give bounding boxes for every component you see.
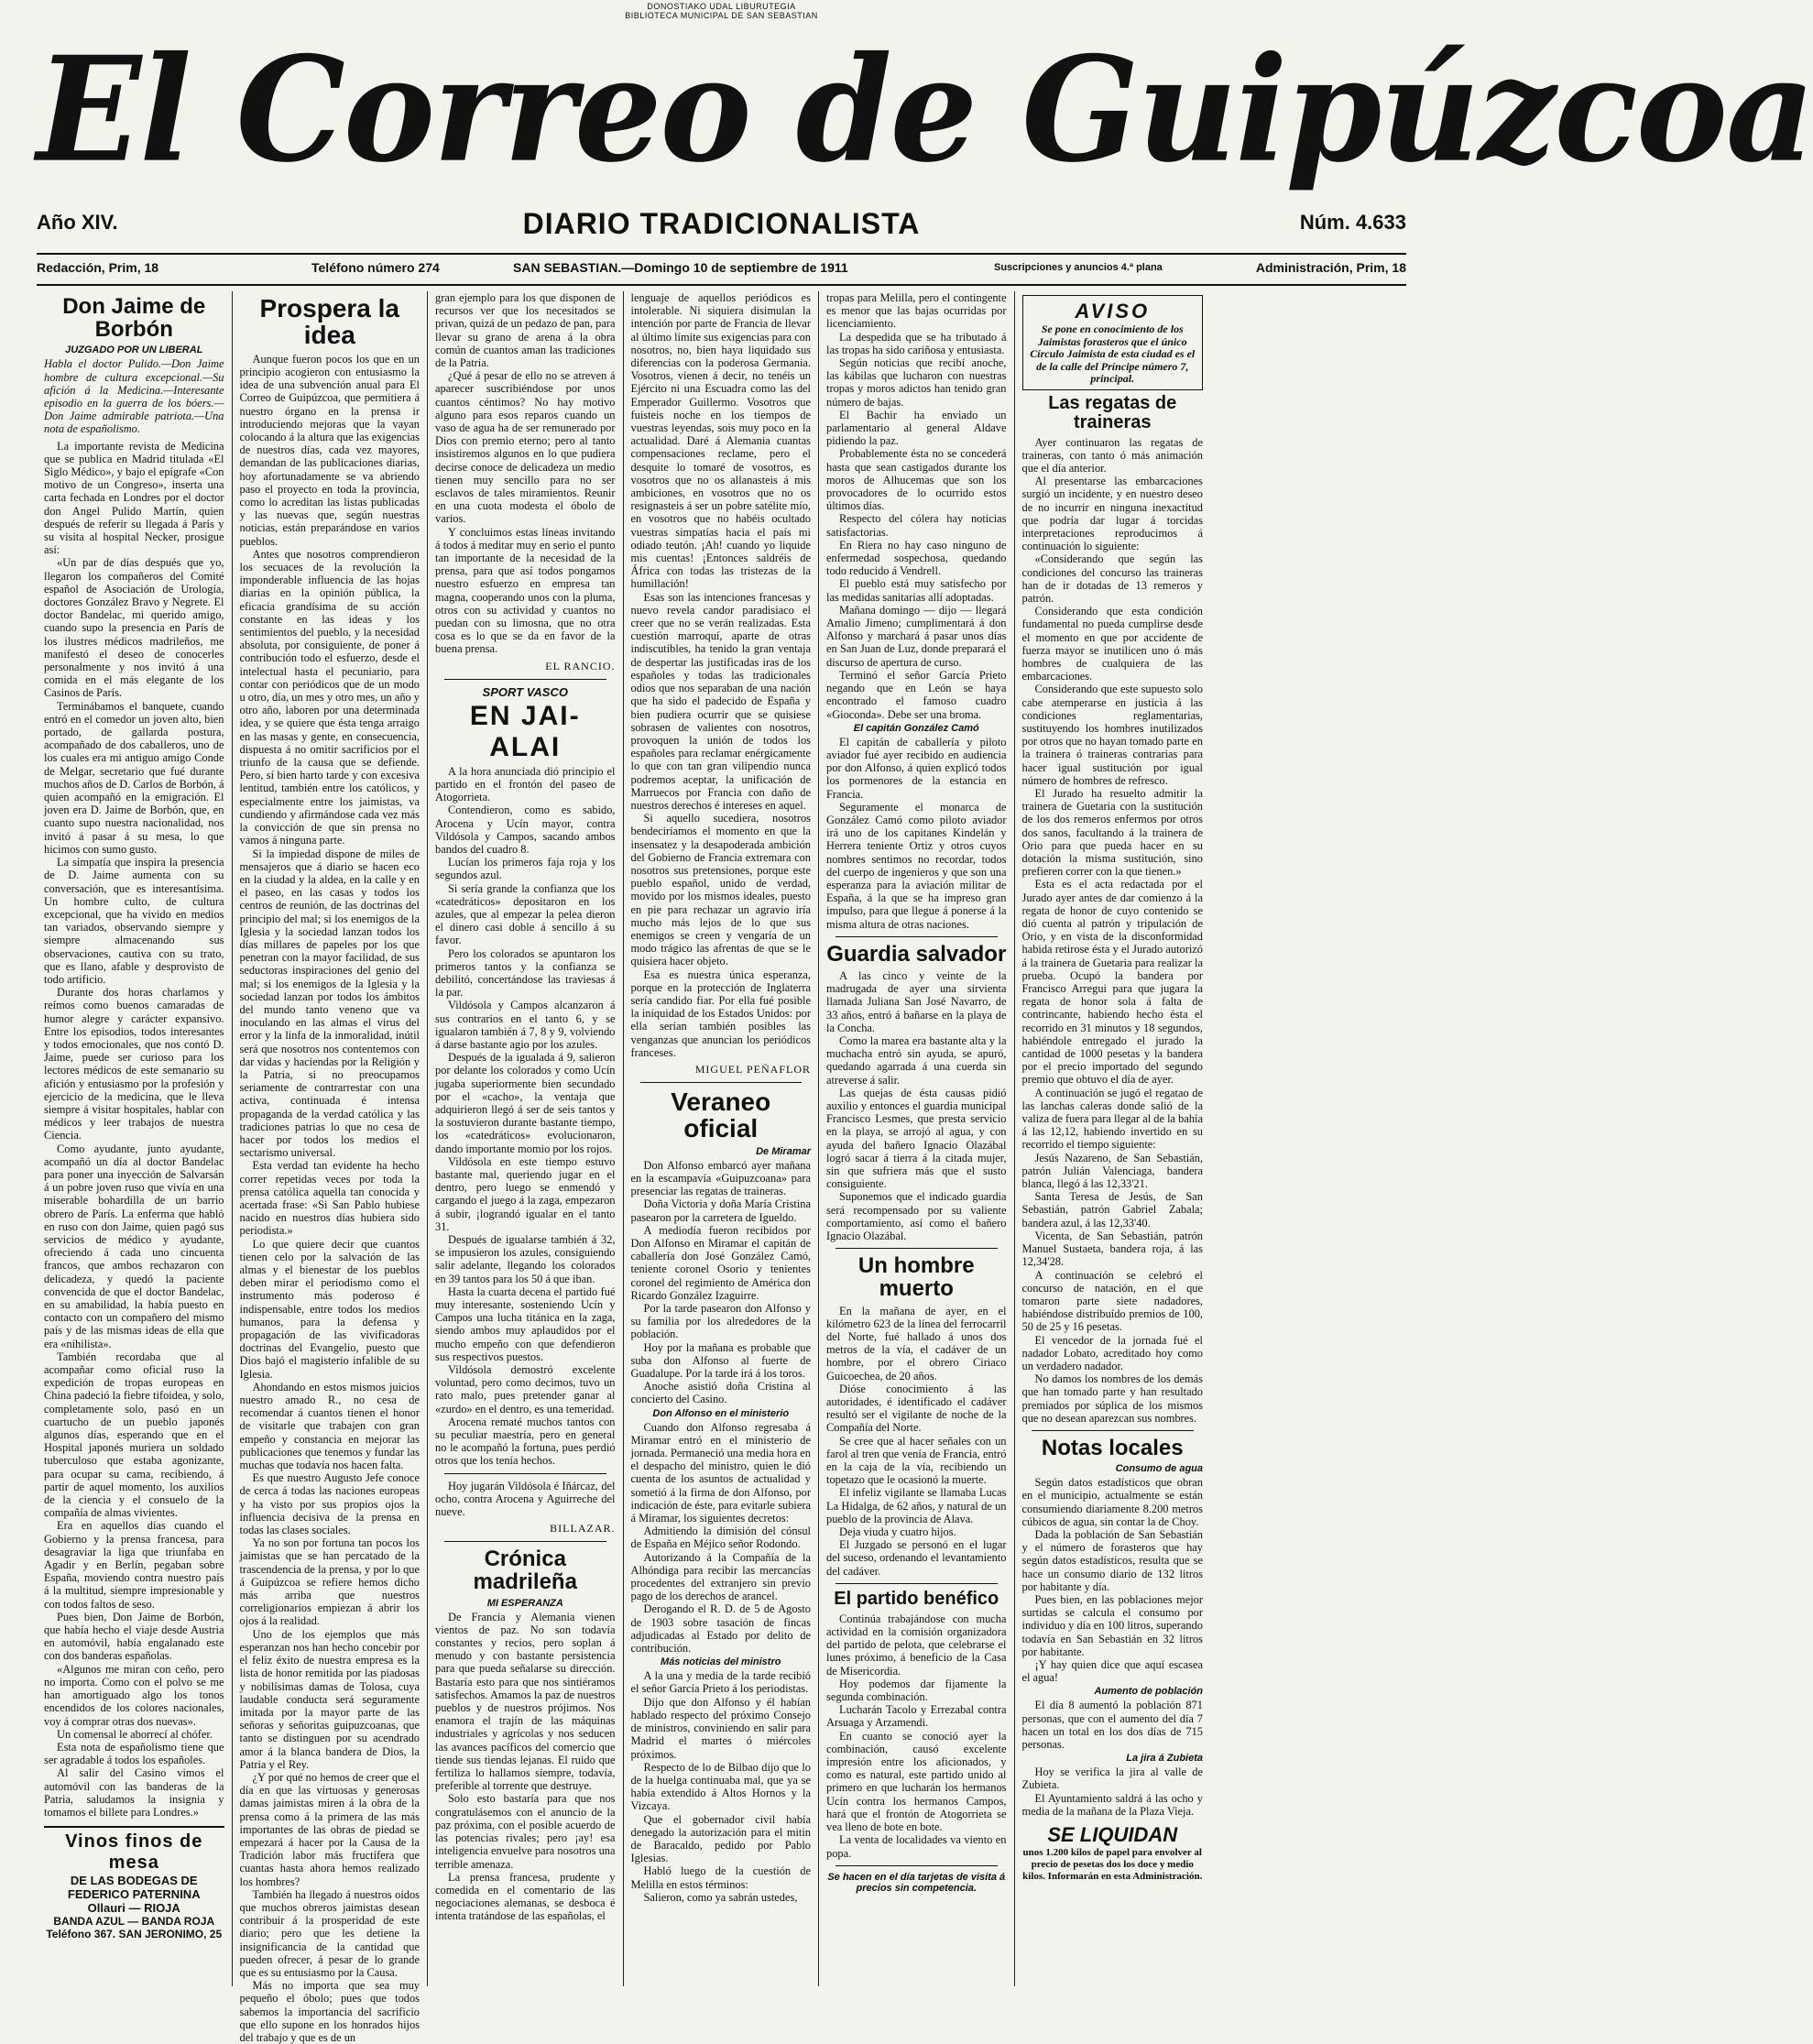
paragraph: Santa Teresa de Jesús, de San Sebastián, patrón Gabriel Zabala; bandera azul, á las 12,33'40. <box>1021 1190 1203 1230</box>
paragraph: Esas son las intenciones francesas y nuevo revela candor paradisiaco el creer que no se verán realizadas. Esta cuestión marroquí, aparte de otras indiscutibles, ha tenido la gran ventaja de despertar las justificadas iras de los españoles y todas las tradicionales odios que nos separaban de una nación que ha sido el padecido de España y bien pudiera ocurrir que se quisiese sobrasen de valientes con nosotros, provoquen la unión de todos los españoles para reclamar enérgicamente lo que con tan gran vilipendio nunca podremos aceptar, la unificación de Marruecos por Francia con daño de nuestros derechos é intereses en aquel. <box>630 590 811 812</box>
kicker-consumo-agua: Consumo de agua <box>1115 1463 1203 1475</box>
paragraph: Vicenta, de San Sebastián, patrón Manuel Sustaeta, bandera roja, á las 12,34'28. <box>1021 1229 1203 1269</box>
wine-advertisement <box>44 1826 224 1940</box>
paragraph: Si sería grande la confianza que los «catedráticos» depositaron en los azules, que al empezar la pelea dieron el dinero casi doble á sencillo á su favor. <box>435 881 616 947</box>
headline-don-jaime: Don Jaime de Borbón <box>62 294 206 343</box>
signature-penaflor: MIGUEL PEÑAFLOR <box>694 1062 811 1076</box>
top-rule <box>37 253 1406 255</box>
paragraph: Lucharán Tacolo y Errezabal contra Arsuaga y Arzamendi. <box>826 1703 1007 1730</box>
liquidan-text: unos 1.200 kilos de papel para envolver al precio de pesetas dos los doce y medio kilos. Informarán en esta Administración. <box>1022 1847 1203 1882</box>
redaccion-address: Redacción, Prim, 18 <box>37 260 159 275</box>
paragraph: Si aquello sucediera, nosotros bendeciríamos el momento en que la insensatez y la desapoderada ambición del Gobierno de Francia extremara con nosotros sus pretensiones, porque este pueblo español, unido de verdad, movido por los mismos ideales, puesto en pie para rechazar un agravio iría mucho más lejos de lo que sus enemigos se creen y vengaría de un modo trágico las afrentas de que se le quisiera hacer objeto. <box>630 812 811 968</box>
paragraph: El Ayuntamiento saldrá á las ocho y media de la mañana de la Plaza Vieja. <box>1021 1791 1203 1818</box>
divider <box>444 1541 606 1542</box>
info-rule <box>37 284 1406 286</box>
paragraph: Pues bien, Don Jaime de Borbón, que había hecho el viaje desde Austria en automóvil, había engalanado este con dos banderas españolas. <box>44 1610 224 1663</box>
divider <box>836 1248 998 1249</box>
newspaper-title: El Correo de Guipúzcoa <box>37 25 1813 195</box>
aviso-text: Se pone en conocimiento de los Jaimistas forasteros que el único Círculo Jaimista de esta ciudad es el de la calle del Príncipe número 7, principal. <box>1030 322 1196 385</box>
paragraph: Durante dos horas charlamos y reímos como buenos camaradas de humor alegre y carácter expansivo. Entre los episodios, todos interesantes y todos emocionales, que nos contó D. Jaime, puede ser curioso para los lectores médicos de este semanario su afición y entusiasmo por la profesión y ejercicio de la medicina, que le lleva siempre á visitar hospitales, hablar con médicos y leer trabajos de nuestra Ciencia. <box>44 986 224 1142</box>
paragraph: Hoy podemos dar fijamente la segunda combinación. <box>826 1677 1007 1704</box>
stamp-line-1: DONOSTIAKO UDAL LIBURUTEGIA <box>647 2 796 11</box>
paragraph: Respecto de lo de Bilbao dijo que lo de la huelga continuaba mal, que ya se había extendido á Altos Hornos y la Vizcaya. <box>630 1760 811 1813</box>
paragraph: Que el gobernador civil había denegado la autorización para el mitin de Baracaldo, pedido por Pablo Iglesias. <box>630 1812 811 1865</box>
kicker-de-miramar: De Miramar <box>756 1145 811 1157</box>
kicker-capitan: El capitán González Camó <box>853 722 979 734</box>
paragraph: De Francia y Alemania vienen vientos de paz. No son todavía constantes y recios, pero soplan á menudo y con bastante persistencia para que pueda señalarse su dirección. Bastaría esto para que nos sintiéramos satisfechos. Amamos la paz de nuestros pueblos y de nuestros prójimos. Nos enamora el trajín de las máquinas industriales y agrícolas y nos seducen las avances pacíficos del comercio que tiende sus tiendas lejanas. El ruido que fertiliza lo hallamos siempre, todavía, preferible al torrente que destruye. <box>435 1610 616 1793</box>
paragraph: A continuación se jugó el regatao de las lanchas caleras donde salió de la valiza de fuera para llegar al de la bahía á las 12,12, habiendo invertido en su recorrido el tiempo siguiente: <box>1021 1086 1203 1152</box>
headline-hombre-muerto: Un hombre muerto <box>857 1253 975 1302</box>
paragraph: ¡Y hay quien dice que aquí escasea el agua! <box>1021 1657 1203 1685</box>
paragraph: Uno de los ejemplos que más esperanzan nos han hecho concebir por el feliz éxito de nuestra empresa es la lista de honor remitida por las piadosas y nobilísimas damas de Tolosa, cuya laudable conducta será seguramente imitada por la mayor parte de las señoras y señoritas guipuzcoanas, que tanto se distinguen por su acendrado amor á la blanca bandera de Dios, la Patria y el Rey. <box>239 1627 420 1771</box>
paragraph: Hasta la cuarta decena el partido fué muy interesante, sosteniendo Ucín y Campos una lucha titánica en la zaga, siendo ambos muy aplaudidos por el mucho empeño con que defendieron sus respectivos puestos. <box>435 1284 616 1363</box>
kicker-juzgado: JUZGADO POR UN LIBERAL <box>65 344 203 356</box>
paragraph: Terminó el señor García Prieto negando que en León se haya encontrado el famoso cuadro «Gioconda». Debe ser una broma. <box>826 668 1007 721</box>
paragraph: Habló luego de la cuestión de Melilla en estos términos: <box>630 1864 811 1891</box>
paragraph: Don Alfonso embarcó ayer mañana en la escampavía «Guipuzcoana» para presenciar las regatas de traineras. <box>630 1158 811 1198</box>
column-6 <box>1015 291 1211 1986</box>
paragraph: Al salir del Casino vimos el automóvil con las banderas de la Patria, saludamos la insignia y tomamos el billete para Londres.» <box>44 1766 224 1819</box>
paragraph: También recordaba que al acompañar como oficial ruso la expedición de tropas europeas en China padeció la fiebre tifoidea, y solo, completamente solo, pasó en un cuartucho de un pueblo japonés algunos días, esperando que en el Hospital japonés muriera un soldado tuberculoso que estaba agonizante, para ocupar su cama, recibiendo, á partir de aquel momento, los auxilios de la ciencia y el consuelo de la compañía de almas vivientes. <box>44 1350 224 1520</box>
paragraph: Hoy jugarán Vildósola é Iñárcaz, del ocho, contra Arocena y Aguirreche del nueve. <box>435 1479 616 1519</box>
paragraph: Salieron, como ya sabrán ustedes, <box>643 1890 798 1904</box>
paragraph: En la mañana de ayer, en el kilómetro 623 de la línea del ferrocarril del Norte, fué hallado á unos dos metros de la vía, el cadáver de un hombre, por el obrero Ciriaco Guicoechea, de 20 años. <box>826 1304 1007 1383</box>
column-4 <box>624 291 820 1986</box>
year-label: Año XIV. <box>37 211 118 234</box>
paragraph: Admitiendo la dimisión del cónsul de España en Méjico señor Rodondo. <box>630 1525 811 1551</box>
paragraph: Pues bien, en las poblaciones mejor surtidas se calcula el consumo por individuo y día en 100 litros, superando todavía en San Sebastián en 32 litros por habitante. <box>1021 1592 1203 1658</box>
paragraph: Como ayudante, junto ayudante, acompañó un día al doctor Bandelac para poner una inyección de Salvarsán á un pobre joven ruso que vivía en una miserable bohardilla de un barrio obrero de París. La enferma que habló en ruso con don Jaime, quien pagó sus servicios de médico y ayudante, ofreciendo á cada uno cincuenta francos, que ambos rechazaron con delicadeza, y quedó la paciente convencida de que el doctor Bandelac, en su amabilidad, la había puesto en contacto con un compañero del mismo país y de las mismas ideas de ella que era «nihilista». <box>44 1142 224 1350</box>
paragraph: Hoy por la mañana es probable que suba don Alfonso al fuerte de Guadalupe. Por la tarde irá á los toros. <box>630 1340 811 1381</box>
signature-el-rancio: EL RANCIO. <box>545 659 616 672</box>
paragraph: Vildósola y Campos alcanzaron á sus contrarios en el tanto 6, y se igualaron también á 7, 8 y 9, volviendo á darse bastante agio por los azules. <box>435 999 616 1051</box>
column-3 <box>428 291 624 1986</box>
paragraph: A continuación se celebró el concurso de natación, en el que tomaron parte siete nadadores, habiéndose distribuído premios de 100, 50 de 25 y 16 pesetas. <box>1021 1268 1203 1334</box>
paragraph: Lo que quiere decir que cuantos tienen celo por la salvación de las almas y el bienestar de los pueblos deben mirar el periodismo como el instrumento más poderoso é indispensable, entre todos los medios humanos, para la defensa y propagación de las vivificadoras doctrinas del Evangelio, puesto que Dios bajó el magisterio infalible de su Iglesia. <box>239 1237 420 1381</box>
paragraph: Contendieron, como es sabido, Arocena y Ucín mayor, contra Vildósola y Campos, sacando ambos bandos del cuadro 8. <box>435 803 616 856</box>
paragraph: Considerando que este supuesto solo cabe atemperarse en justicia á las condiciones reglamentarias, sustituyendo los hombres inutilizados por otros que no hayan tomado parte en la trainera ó traineras contrarias para hacer igual sustitución por igual número de hombres de refresco. <box>1021 683 1203 787</box>
paragraph: Como la marea era bastante alta y la muchacha entró sin ayuda, se apuró, quedando agarrada á una cuerda sin atreverse á salir. <box>826 1033 1007 1087</box>
ad-title: Vinos finos de mesa <box>65 1831 203 1874</box>
stamp-line-2: BIBLIOTECA MUNICIPAL DE SAN SEBASTIAN <box>625 11 818 20</box>
paragraph: ¿Qué á pesar de ello no se atreven á aparecer suscribiéndose por unos cuantos céntimos? No hay motivo alguno para esos reparos cuando un vaso de agua ha de ser remunerado por Dios con premio eterno; pero al tanto insistiremos algunos en lo que pudiera decirse conoce de delicadeza un medio tienen muy sencillo para no ser esclavos de tales miramientos. Reunir en una cuota modesta el óbolo de varios. <box>435 369 616 526</box>
paragraph: lenguaje de aquellos periódicos es intolerable. Ni siquiera disimulan la intención por parte de Francia de llevar al último límite sus exigencias para con nosotros, no, bien haya liquidado sus diferencias con la poderosa Germania. Vosotros, vienen á decir, no tenéis un Ejército ni una Escuadra como las del Emperador Guillermo. Vosotros que fuisteis noche en los tiempos de vuestras leyendas, sois muy poco en la actualidad. Daré á Alemania cuantas compensaciones reclame, pero el desquite lo tomaré de vosotros, es vosotros que no os allanasteis á mis ambiciones, en vosotros que no os resignasteis á ser un pobre satélite mío, en vosotros que no habéis ocultado vuestras simpatías hacia el país mi odiado teutón. ¡Ah! cuando yo liquide mis cuentas! ¡Entonces saldréis de África con todas las tristezas de la humillación! <box>630 291 811 591</box>
paragraph: Se cree que al hacer señales con un farol al tren que venía de Francia, entró en la caja de la vía, recibiendo un topetazo que le ocasionó la muerte. <box>826 1434 1007 1487</box>
columns <box>37 291 1406 2044</box>
divider <box>836 936 998 937</box>
column-5 <box>819 291 1015 1986</box>
liquidan-title: SE LIQUIDAN <box>1047 1823 1178 1846</box>
paragraph: Continúa trabajándose con mucha actividad en la comisión organizadora del partido de pelota, que celebrarse el lunes próximo, á beneficio de la Casa de Misericordia. <box>826 1612 1007 1678</box>
paragraph: Anoche asistió doña Cristina al concierto del Casino. <box>630 1380 811 1406</box>
paragraph: Esta verdad tan evidente ha hecho correr repetidas veces por toda la prensa católica aquella tan conocida y acertada frase: «Si San Pablo hubiese nacido en nuestros días hubiera sido periodista.» <box>239 1159 420 1238</box>
paragraph: Ya no son por fortuna tan pocos los jaimistas que se han percatado de la trascendencia de la prensa, y por lo que á Guipúzcoa se refiere hemos dicho más arriba que nuestros correligionarios empiezan á abrir los ojos á la realidad. <box>239 1536 420 1628</box>
kicker-jira-zubieta: La jira á Zubieta <box>1126 1753 1203 1765</box>
paragraph: La despedida que se ha tributado á las tropas ha sido cariñosa y entusiasta. <box>826 330 1007 356</box>
paragraph: Después de la igualada á 9, salieron por delante los colorados y como Ucín jugaba superiormente bien secundado por el «cacho», la ventaja que adquirieron llegó á ser de seis tantos y la sostuvieron durante bastante tiempo, los «catedráticos» evolucionaron, dando importante momio por los rojos. <box>435 1051 616 1155</box>
paragraph: En Riera no hay caso ninguno de enfermedad sospechosa, quedando todo reducido á Vendrell. <box>826 538 1007 578</box>
paragraph: Por la tarde pasearon don Alfonso y su familia por los alrededores de la población. <box>630 1302 811 1341</box>
divider <box>640 1082 803 1083</box>
paragraph: El pueblo está muy satisfecho por las medidas sanitarias allí adoptadas. <box>826 577 1007 604</box>
divider <box>836 1583 998 1584</box>
paragraph: Lucían los primeros faja roja y los segundos azul. <box>435 856 616 882</box>
paragraph: Seguramente el monarca de González Camó como piloto aviador irá uno de los capitanes Kindelán y Herrera teniente Ortiz y otros cuyos nombres sentimos no recordar, todos del cuerpo de ingenieros y que son una esperanza para la aviación militar de España, á la que se ha impreso gran impulso, para que llegue á ponerse á la misma altura de otras naciones. <box>826 800 1007 931</box>
paragraph: Más no importa que sea muy pequeño el óbolo; pues que todos sabemos la importancia del sacrificio que ello supone en los honrados hijos del trabajo y que es de un <box>239 1979 420 2044</box>
telephone: Teléfono número 274 <box>311 260 440 275</box>
paragraph: El capitán de caballería y piloto aviador fué ayer recibido en audiencia por don Alfonso, á quien explicó todos los pormenores de la estancia en Francia. <box>826 735 1007 801</box>
paragraph: Las quejas de ésta causas pidió auxilio y entonces el guardia municipal Francisco Lesmes, que presta servicio en la playa, se arrojó al agua, y con ayuda del bañero Ignacio Olazábal logró sacar á tierra á la citada mujer, sin que sufriera más que el susto consiguiente. <box>826 1086 1007 1191</box>
headline-partido-benefico: El partido benéfico <box>834 1588 999 1609</box>
paragraph: Terminábamos el banquete, cuando entró en el comedor un joven alto, bien portado, de gallarda postura, acompañado de dos caballeros, uno de los cuales era mi antiguo amigo Conde de Melgar, secretario que fué durante muchos años de D. Carlos de Borbón, á quien acompañó en la emigración. El joven era D. Jaime de Borbón, que, en cuanto supo nuestra nacionalidad, nos invitó á pasar á su mesa, lo que hicimos con sumo gusto. <box>44 699 224 856</box>
kicker-ministerio: Don Alfonso en el ministerio <box>652 1407 790 1419</box>
paragraph: Ahondando en estos mismos juicios nuestro amado R., no cesa de recomendar á cuantos tienen el honor de visitarle que trabajen con gran empeño y constancia en mejorar las publicaciones que tenemos y fundar las muchas que todavía nos hacen falta. <box>239 1380 420 1472</box>
kicker-noticias-ministro: Más noticias del ministro <box>661 1656 781 1668</box>
paragraph: Esta es el acta redactada por el Jurado ayer antes de dar comienzo á la regata de honor de cuyo contenido se dió cuenta al patrón y tripulación de Orio, y en vista de la disconformidad habida retirose ésta y el Jurado autorizó á la trainera de Guetaria para realizar la prueba. Ocupó la bandera por Francisco Arregui para que jugara la regata de honor sola á falta de contrincante, habiendo hecho ésta el recorrido en 31 minutos y 18 segundos, habiéndole entregado el jurado la cantidad de 1000 pesetas y la bandera por el precio importado del segundo premio que obtuvo el día de ayer. <box>1021 878 1203 1087</box>
section-sport-vasco: SPORT VASCO <box>482 684 568 699</box>
paragraph: Pero los colorados se apuntaron los primeros tantos y la confianza se debilitó, concertándose las traviesas á la par. <box>435 946 616 1000</box>
paragraph: También ha llegado á nuestros oídos que muchos obreros jaimistas desean contribuir á la prosperidad de este diario; pero que les detiene la insignificancia de la cantidad que pueden ofrecer, á pesar de lo grande que es su entusiasmo por la Causa. <box>239 1887 420 1979</box>
subtitle: DIARIO TRADICIONALISTA <box>522 207 921 240</box>
paragraph: Autorizando á la Compañía de la Alhóndiga para recibir las mercancías procedentes del extranjero sin previo pago de los derechos de arancel. <box>630 1550 811 1603</box>
paragraph: La venta de localidades va viento en popa. <box>826 1833 1007 1860</box>
paragraph: Después de igualarse también á 32, se impusieron los azules, consiguiendo salir adelante, llegando los colorados en 39 tantos para los 50 á que iban. <box>435 1233 616 1285</box>
paragraph: Si la impiedad dispone de miles de mensajeros que á diario se hacen eco en la ciudad y la aldea, en la calle y en el paseo, en las casas y todos los centros de reunión, de las doctrinas del principio del mal; si los enemigos de la Iglesia y la sociedad lanzan todos los días millares de papeles por los que penetran con la mayor facilidad, de sus seductoras inspiraciones del genio del mal; si los enemigos de la Iglesia y la sociedad lanzan por todos los ámbitos del mundo tanto veneno que va inoculando en las almas el virus del error y la linfa de la inmoralidad, inútil será que nosotros nos contentemos con dar vidas y haciendas por la Religión y la Patria, si no preocupamos seriamente de contrarrestar con una activa, continuada é intensa propaganda de la verdad católica y las tradiciones patrias lo que no cesa de hacer por todos los medios el sectarismo universal. <box>239 847 420 1160</box>
masthead <box>37 18 1813 202</box>
ad-bodegas: DE LAS BODEGAS DE FEDERICO PATERNINA <box>67 1874 201 1902</box>
aviso-title: AVISO <box>1075 300 1151 322</box>
paragraph: La simpatía que inspira la presencia de D. Jaime aumenta con su conversación, que es interesantísima. Un hombre culto, de cultura excepcional, que ha vivido en medios tan variados, observando siempre y siempre almacenando sus observaciones, cautiva con su trato, que es llano, afable y desprovisto de todo artificio. <box>44 856 224 986</box>
paragraph: Arocena rematé muchos tantos con su peculiar maestría, pero en general no le acompañó la fortuna, pues perdió otros que los tenía hechos. <box>435 1415 616 1468</box>
divider <box>444 679 606 680</box>
paragraph: Doña Victoria y doña María Cristina pasearon por la carretera de Igueldo. <box>630 1197 811 1224</box>
kicker-mi-esperanza: MI ESPERANZA <box>486 1597 563 1609</box>
paragraph: A la una y media de la tarde recibió el señor García Prieto á los periodistas. <box>630 1669 811 1696</box>
paragraph: Y concluimos estas líneas invitando á todos á meditar muy en serio el punto tan importante de la necesidad de la prensa, para que así todos pongamos nuestro esfuerzo en empresa tan magna, cooperando unos con la pluma, otros con su actividad y cuantos no puedan con su limosna, que no otra cosa es lo que se da en favor de la buena prensa. <box>435 525 616 656</box>
paragraph: El infeliz vigilante se llamaba Lucas La Hidalga, de 62 años, y natural de un pueblo de la provincia de Alava. <box>826 1486 1007 1525</box>
paragraph: El Bachir ha enviado un parlamentario al general Aldave pidiendo la paz. <box>826 408 1007 448</box>
paragraph: Vildósola demostró excelente voluntad, pero como decimos, tuvo un rato malo, pues pretender ganar al «zurdo» en el dentro, es una temeridad. <box>435 1363 616 1415</box>
paragraph: Era en aquellos días cuando el Gobierno y la prensa francesa, para desagraviar la liga que triunfaba en Agadir y en Berlín, pegaban sobre España, moviendo contra nuestro país á la multitud, siempre impresionable y con todos faltos de seso. <box>44 1519 224 1611</box>
paragraph: El Juzgado se personó en el lugar del suceso, ordenando el levantamiento del cadáver. <box>826 1538 1007 1578</box>
paragraph: A las cinco y veinte de la madrugada de ayer una sirvienta llamada Juliana San José Navarro, de 33 años, entró á bañarse en la playa de la Concha. <box>826 968 1007 1034</box>
paragraph: La prensa francesa, prudente y comedida en el comentario de las negociaciones alemanas, se desboca é intenta tratándose de las españolas, el <box>435 1870 616 1923</box>
paragraph: «Un par de días después que yo, llegaron los compañeros del Comité español de Asociación de Urología, doctores González Bravo y Negrete. El doctor Bandelac, mi querido amigo, cuando supo la presencia en París de los ilustres médicos madrileños, me manifestó el deseo de conocerles personalmente y nos invitó á una comida en el más elegante de los Casinos de París. <box>44 556 224 700</box>
divider <box>836 1865 998 1866</box>
paragraph: Según datos estadísticos que obran en el municipio, actualmente se están consumiendo diariamente 8.200 metros cúbicos de agua, sin contar la de Choy. <box>1021 1476 1203 1528</box>
paragraph: Aunque fueron pocos los que en un principio acogieron con entusiasmo la idea de una subvención anual para El Correo de Guipúzcoa, que permitiera á nuestro órgano en la prensa ir introduciendo mejoras que la vayan colocando á la altura que las exigencias de nuestros días, cada vez mayores, demandan de las publicaciones diarias, hoy afortunadamente se va abriendo paso el proyecto en toda la provincia, como lo acreditan las listas publicadas y las nuevas que, según nuestras noticias, están preparándose en varios pueblos. <box>239 352 420 548</box>
paragraph: La importante revista de Medicina que se publica en Madrid titulada «El Siglo Médico», y bajo el epígrafe «Con motivo de un Congreso», inserta una carta fechada en Londres por el doctor don Angel Pulido Martín, quien después de referir su llegada á París y su visita al hospital Necker, prosigue así: <box>44 439 224 557</box>
paragraph: «Considerando que según las condiciones del concurso las traineras han de ir dotadas de 13 remeros y patrón. <box>1021 552 1203 605</box>
issue-number: Núm. 4.633 <box>1299 211 1406 234</box>
paragraph: Dada la población de San Sebastián y el número de forasteros que hay según datos estadísticos, resulta que se hace un consumo diario de 132 litros por habitante y día. <box>1021 1527 1203 1593</box>
aviso-box <box>1022 295 1204 390</box>
paragraph: «Algunos me miran con ceño, pero no importa. Como con el polvo se me han amortiguado algo los tonos encendidos de los colores nacionales, voy á comprar otras dos nuevas». <box>44 1662 224 1728</box>
paragraph: Jesús Nazareno, de San Sebastián, patrón Julián Valenciaga, bandera blanca, llegó á las 12,33'21. <box>1021 1151 1203 1191</box>
headline-guardia-salvador: Guardia salvador <box>826 941 1007 967</box>
paragraph: Ayer continuaron las regatas de traineras, con tanto ó más animación que el día anterior. <box>1021 435 1203 475</box>
headline-cronica-madrilena: Crónica madrileña <box>473 1547 577 1595</box>
ad-location: Ollauri — RIOJA <box>87 1901 180 1916</box>
paragraph: ¿Y por qué no hemos de creer que el día en que las virtuosas y generosas damas jaimistas miren á la obra de la prensa como á la primera de las más importantes de las obras de piedad se empezará á hacer por la Causa de la Tradición labor más fructífera que cuantas hasta ahora hemos realizado los hombres? <box>239 1770 420 1888</box>
headline-jai-alai: EN JAI-ALAI <box>469 700 581 762</box>
info-row <box>37 260 1406 284</box>
paragraph: El día 8 aumentó la población 871 personas, que con el aumento del día 7 hacen un total en los dos días de 715 personas. <box>1021 1699 1203 1751</box>
paragraph: Antes que nosotros comprendieron los secuaces de la revolución la imponderable influencia de las hojas diarias en la opinión pública, la eficacia grandísima de su acción constante en las ideas y los sentimientos del pueblo, y la necesidad absoluta, por consiguiente, de poner á contribución todo el esfuerzo, desde el intelectual hasta el pecuniario, para contar con periódicos que de un modo u otro, día, un mes y otro mes, un año y otro año, laboren por una determinada idea, y se quiere que ésta tenga arraigo en las masas y gente, en consecuencia, dispuesta á no omitir sacrificios por el triunfo de la causa que se defiende. Pero, sí bien harto tarde y con excesiva lentitud, también entre los católicos, y especialmente entre los jaimistas, va cundiendo y afirmándose cada vez más la convicción de que sin prensa no vamos á ninguna parte. <box>239 547 420 847</box>
paragraph: Esa es nuestra única esperanza, porque en la protección de Inglaterra sería candido fiar. Por ella fué posible la iniquidad de los Estados Unidos: por ella serían también posibles las venganzas que anuncian los periódicos franceses. <box>630 967 811 1059</box>
paragraph: A la hora anunciada dió principio el partido en el frontón del paseo de Atogorrieta. <box>435 764 616 804</box>
ad-contact: Teléfono 367. SAN JERONIMO, 25 <box>46 1928 223 1941</box>
paragraph: Derogando el R. D. de 5 de Agosto de 1903 sobre tasación de fincas adjudicadas al Estado por delito de contribución. <box>630 1602 811 1656</box>
paragraph: Probablemente ésta no se concederá hasta que sean castigados durante los moros de Alhucemas que son los provocadores de lo ocurrido estos últimos días. <box>826 447 1007 513</box>
paragraph: Al presentarse las embarcaciones surgió un incidente, y en nuestro deseo de no incurrir en ninguna inexactitud que podría dar lugar á torcidas interpretaciones reproducimos á continuación lo siguiente: <box>1021 475 1203 553</box>
divider <box>1032 1430 1195 1431</box>
paragraph: Vildósola en este tiempo estuvo bastante mal, queriendo jugar en el dentro, pero luego se enmendó y cargando el juego á la zaga, empezaron á subir, ¡lograndó igualar en el tanto 31. <box>435 1154 616 1233</box>
paragraph: Según noticias que recibí anoche, las kábilas que lucharon con nuestras tropas y moros adictos han tenido gran número de bajas. <box>826 356 1007 409</box>
headline-veraneo-oficial: Veraneo oficial <box>671 1087 771 1143</box>
administration-address: Administración, Prim, 18 <box>1255 260 1406 275</box>
paragraph: gran ejemplo para los que disponen de recursos ver que los necesitados se privan, quizá de un pedazo de pan, para llevar su grano de arena á la obra común de cuantos aman las tradiciones de la Patria. <box>435 291 616 370</box>
paragraph: El Jurado ha resuelto admitir la trainera de Guetaria con la sustitución de los dos remeros enfermos por otros dos sanos, facultando á la trainera de Orio para que pueda hacer en su dotación la misma sustitución, sino prefieren correr con la que tienen.» <box>1021 786 1203 879</box>
paragraph: Suponemos que el indicado guardia será recompensado por su valiente comportamiento, así como el bañero Ignacio Olazábal. <box>826 1190 1007 1242</box>
headline-notas-locales: Notas locales <box>1041 1435 1184 1460</box>
paragraph: Hoy se verifica la jira al valle de Zubieta. <box>1021 1765 1203 1792</box>
paragraph: Es que nuestro Augusto Jefe conoce de cerca á todas las naciones europeas y ha visto por sus propios ojos la influencia decisiva de la prensa en todas las clases sociales. <box>239 1471 420 1537</box>
masthead-subrow <box>37 207 1406 244</box>
paragraph: Deja viuda y cuatro hijos. <box>839 1525 956 1539</box>
paragraph: Dijo que don Alfonso y él habían hablado respecto del próximo Consejo de ministros, conviniendo en salir para Madrid el martes ó miércoles próximos. <box>630 1695 811 1761</box>
paragraph: Mañana domingo — dijo — llegará Amalio Jimeno; cumplimentará á don Alfonso y marchará á pasar unos días en San Juan de Luz, donde preparará el discurso de apertura de curso. <box>826 603 1007 669</box>
subscriptions: Suscripciones y anuncios 4.ª plana <box>994 262 1163 273</box>
ad-brands: BANDA AZUL — BANDA ROJA <box>53 1915 215 1929</box>
paragraph: No damos los nombres de los demás que han tomado parte y han resultado premiados por súplica de los mismos que no desean aparezcan sus nombres. <box>1021 1372 1203 1425</box>
kicker-aumento-poblacion: Aumento de población <box>1094 1686 1203 1698</box>
date-line: SAN SEBASTIAN.—Domingo 10 de septiembre de 1911 <box>513 260 848 275</box>
lede: Habla el doctor Pulido.—Don Jaime hombre de cultura excepcional.—Su afición á la Medicina.—Interesante episodio en la guerra de los bóers.—Don Jaime admirable patriota.—Una nota de españolismo. <box>44 357 224 436</box>
paragraph: Dióse conocimiento á las autoridades, é identificado el cadáver resultó ser el vigilante de noche de la Compañía del Norte. <box>826 1382 1007 1435</box>
divider <box>444 1473 606 1474</box>
signature-billazar: BILLAZAR. <box>550 1522 616 1536</box>
visiting-cards-note: Se hacen en el día tarjetas de visita á precios sin competencia. <box>827 1871 1006 1894</box>
column-2 <box>233 291 429 2044</box>
column-1 <box>37 291 233 1986</box>
paragraph: A mediodía fueron recibidos por Don Alfonso en Miramar el capitán de caballería don José González Camó, teniente coronel Osorio y tenientes coronel del regimiento de América don Ricardo González Izaguirre. <box>630 1223 811 1302</box>
paragraph: tropas para Melilla, pero el contingente es menor que las bajas ocurridas por licenciamiento. <box>826 291 1007 331</box>
paragraph: Un comensal le aborrecí al chófer. <box>57 1727 213 1741</box>
paragraph: Cuando don Alfonso regresaba á Miramar entró en el ministerio de jornada. Permaneció una media hora en el despacho del ministro, quien le dió cuenta de los asuntos de actualidad y sometió á la firma de don Alfonso, por indicación de éste, para evitarle subiera á Miramar, los siguientes decretos: <box>630 1420 811 1525</box>
paragraph: Respecto del cólera hay noticias satisfactorias. <box>826 512 1007 539</box>
paragraph: Esta nota de españolismo tiene que ser agradable á todos los españoles. <box>44 1740 224 1767</box>
paragraph: El vencedor de la jornada fué el nadador Lobato, acreditado hoy como un verdadero nadador. <box>1021 1333 1203 1372</box>
headline-regatas: Las regatas de traineras <box>1048 392 1177 432</box>
paragraph: En cuanto se conoció ayer la combinación, causó excelente impresión entre los aficionados, y como es natural, este partido unido al primero en que lucharán los hermanos Ucín contra los hermanos Campos, hará que el frontón de Atogorrieta se vea lleno de bote en bote. <box>826 1729 1007 1834</box>
paragraph: Considerando que esta condición fundamental no pueda cumplirse desde el momento en que por accidente de fuerza mayor se inutilicen uno ó más hombres de cualquiera de las embarcaciones. <box>1021 605 1203 683</box>
headline-prospera: Prospera la idea <box>259 294 400 350</box>
paragraph: Solo esto bastaría para que nos congratulásemos con el anuncio de la paz próxima, con el posible acuerdo de las potencias rivales; pero ¡ay! esa inteligencia envuelve para nosotros una terrible amenaza. <box>435 1792 616 1871</box>
